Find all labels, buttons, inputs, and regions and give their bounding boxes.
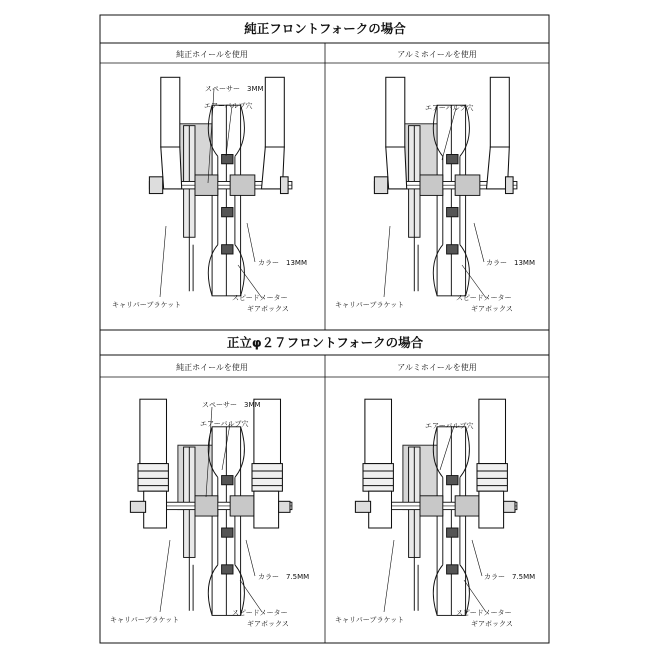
label-air-valve: エアーバルブ穴 <box>204 102 253 110</box>
label-caliper: キャリパーブラケット <box>110 616 180 624</box>
panel-heading: アルミホイールを使用 <box>397 50 477 59</box>
label-caliper: キャリパーブラケット <box>335 616 405 624</box>
label-gearbox: ギアボックス <box>471 305 513 313</box>
section-stock-fork <box>100 15 549 330</box>
wheel-drawing <box>355 399 517 615</box>
label-spacer: スペーサー 3MM <box>202 401 261 409</box>
label-caliper: キャリパーブラケット <box>335 301 405 309</box>
label-air-valve: エアーバルブ穴 <box>200 420 249 428</box>
label-speedo: スピードメーター <box>232 609 288 617</box>
section-27mm-fork <box>100 330 549 643</box>
label-collar: カラー 13MM <box>486 259 535 267</box>
label-gearbox: ギアボックス <box>471 620 513 628</box>
label-speedo: スピードメーター <box>456 294 512 302</box>
label-air-valve: エアーバルブ穴 <box>425 422 474 430</box>
label-spacer: スペーサー 3MM <box>205 85 264 93</box>
panel-heading: 純正ホイールを使用 <box>176 363 248 372</box>
label-speedo: スピードメーター <box>232 294 288 302</box>
panel-heading: アルミホイールを使用 <box>397 363 477 372</box>
label-collar: カラー 7.5MM <box>258 573 310 581</box>
section-title: 純正フロントフォークの場合 <box>244 21 406 36</box>
label-speedo: スピードメーター <box>456 609 512 617</box>
label-collar: カラー 13MM <box>258 259 307 267</box>
label-collar: カラー 7.5MM <box>484 573 536 581</box>
label-gearbox: ギアボックス <box>247 305 289 313</box>
label-air-valve: エアーバルブ穴 <box>425 104 474 112</box>
label-caliper: キャリパーブラケット <box>112 301 182 309</box>
panel-heading: 純正ホイールを使用 <box>176 50 248 59</box>
section-title: 正立φ２７フロントフォークの場合 <box>226 335 424 350</box>
wheel-drawing <box>130 399 292 615</box>
label-gearbox: ギアボックス <box>247 620 289 628</box>
